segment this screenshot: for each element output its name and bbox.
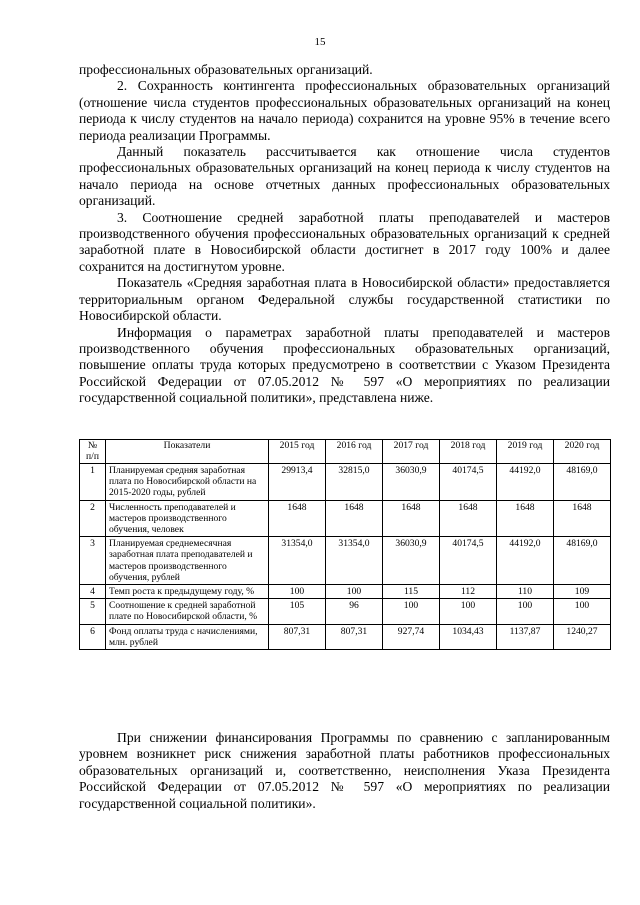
row-num: 2 xyxy=(80,500,106,537)
row-num: 3 xyxy=(80,537,106,585)
cell-value: 112 xyxy=(440,585,497,599)
cell-value: 807,31 xyxy=(326,624,383,649)
cell-value: 1648 xyxy=(554,500,611,537)
cell-value: 1240,27 xyxy=(554,624,611,649)
cell-value: 110 xyxy=(497,585,554,599)
paragraph: 2. Сохранность контингента профессиональных образовательных организаций (отношение числа студентов профессиональных образовательных организаций на конец периода к числу студентов на начало периода) сохранится на уровне 95% в течение всего периода реализации Программы. xyxy=(79,78,610,143)
cell-value: 48169,0 xyxy=(554,464,611,501)
cell-value: 1648 xyxy=(326,500,383,537)
row-indicator: Темп роста к предыдущему году, % xyxy=(106,585,269,599)
cell-value: 1648 xyxy=(383,500,440,537)
row-num: 6 xyxy=(80,624,106,649)
cell-value: 44192,0 xyxy=(497,464,554,501)
cell-value: 44192,0 xyxy=(497,537,554,585)
table-row xyxy=(80,599,611,624)
row-indicator: Соотношение к средней заработной плате по Новосибирской области, % xyxy=(106,599,269,624)
cell-value: 1648 xyxy=(269,500,326,537)
paragraph: 3. Соотношение средней заработной платы преподавателей и мастеров производственного обучения профессиональных образовательных организаций к средней заработной плате в Новосибирской области достигнет в 2017 году 100% и далее сохранится на достигнутом уровне. xyxy=(79,209,610,274)
paragraph: Данный показатель рассчитывается как отношение числа студентов профессиональных образовательных организаций на конец периода к числу студентов на начало периода на основе отчетных данных профессиональных образовательных организаций. xyxy=(79,144,610,209)
cell-value: 109 xyxy=(554,585,611,599)
cell-value: 36030,9 xyxy=(383,464,440,501)
table-row xyxy=(80,500,611,537)
cell-value: 115 xyxy=(383,585,440,599)
paragraph: При снижении финансирования Программы по сравнению с запланированным уровнем возникнет риск снижения заработной платы работников профессиональных образовательных организаций и, соответственно, неисполнения Указа Президента Российской Федерации от 07.05.2012 № 597 «О мероприятиях по реализации государственной социальной политики». xyxy=(79,730,610,811)
text-block-bottom xyxy=(79,730,610,812)
header-year: 2015 год xyxy=(269,440,326,464)
header-year: 2018 год xyxy=(440,440,497,464)
cell-value: 96 xyxy=(326,599,383,624)
header-indicator: Показатели xyxy=(106,440,269,464)
cell-value: 31354,0 xyxy=(326,537,383,585)
header-year: 2017 год xyxy=(383,440,440,464)
cell-value: 32815,0 xyxy=(326,464,383,501)
cell-value: 100 xyxy=(383,599,440,624)
table-row xyxy=(80,537,611,585)
cell-value: 48169,0 xyxy=(554,537,611,585)
cell-value: 100 xyxy=(326,585,383,599)
row-indicator: Планируемая средняя заработная плата по Новосибирской области на 2015-2020 годы, рублей xyxy=(106,464,269,501)
cell-value: 1034,43 xyxy=(440,624,497,649)
row-indicator: Планируемая среднемесячная заработная плата преподавателей и мастеров производственного обучения, рублей xyxy=(106,537,269,585)
cell-value: 36030,9 xyxy=(383,537,440,585)
table-row xyxy=(80,464,611,501)
row-num: 1 xyxy=(80,464,106,501)
header-year: 2020 год xyxy=(554,440,611,464)
row-num: 5 xyxy=(80,599,106,624)
cell-value: 105 xyxy=(269,599,326,624)
cell-value: 100 xyxy=(497,599,554,624)
cell-value: 927,74 xyxy=(383,624,440,649)
cell-value: 1648 xyxy=(440,500,497,537)
cell-value: 807,31 xyxy=(269,624,326,649)
cell-value: 31354,0 xyxy=(269,537,326,585)
page-number: 15 xyxy=(314,36,326,48)
table-row xyxy=(80,585,611,599)
cell-value: 1137,87 xyxy=(497,624,554,649)
cell-value: 40174,5 xyxy=(440,464,497,501)
header-year: 2019 год xyxy=(497,440,554,464)
cell-value: 1648 xyxy=(497,500,554,537)
row-num: 4 xyxy=(80,585,106,599)
paragraph: профессиональных образовательных организаций. xyxy=(79,62,373,77)
paragraph: Информация о параметрах заработной платы преподавателей и мастеров производственного обучения профессиональных образовательных организаций, повышение оплаты труда которых предусмотрено в соответствии с Указом Президента Российской Федерации от 07.05.2012 № 597 «О мероприятиях по реализации государственной социальной политики», представлена ниже. xyxy=(79,324,610,406)
table-row xyxy=(80,624,611,649)
table-header-row xyxy=(80,440,611,464)
paragraph: Показатель «Средняя заработная плата в Новосибирской области» предоставляется территориальным органом Федеральной службы государственной статистики по Новосибирской области. xyxy=(79,275,610,324)
cell-value: 100 xyxy=(269,585,326,599)
cell-value: 29913,4 xyxy=(269,464,326,501)
cell-value: 40174,5 xyxy=(440,537,497,585)
cell-value: 100 xyxy=(440,599,497,624)
header-year: 2016 год xyxy=(326,440,383,464)
header-num: № п/п xyxy=(80,440,106,464)
cell-value: 100 xyxy=(554,599,611,624)
row-indicator: Численность преподавателей и мастеров производственного обучения, человек xyxy=(106,500,269,537)
salary-table xyxy=(79,439,611,650)
text-block-top xyxy=(79,62,610,407)
row-indicator: Фонд оплаты труда с начислениями, млн. рублей xyxy=(106,624,269,649)
